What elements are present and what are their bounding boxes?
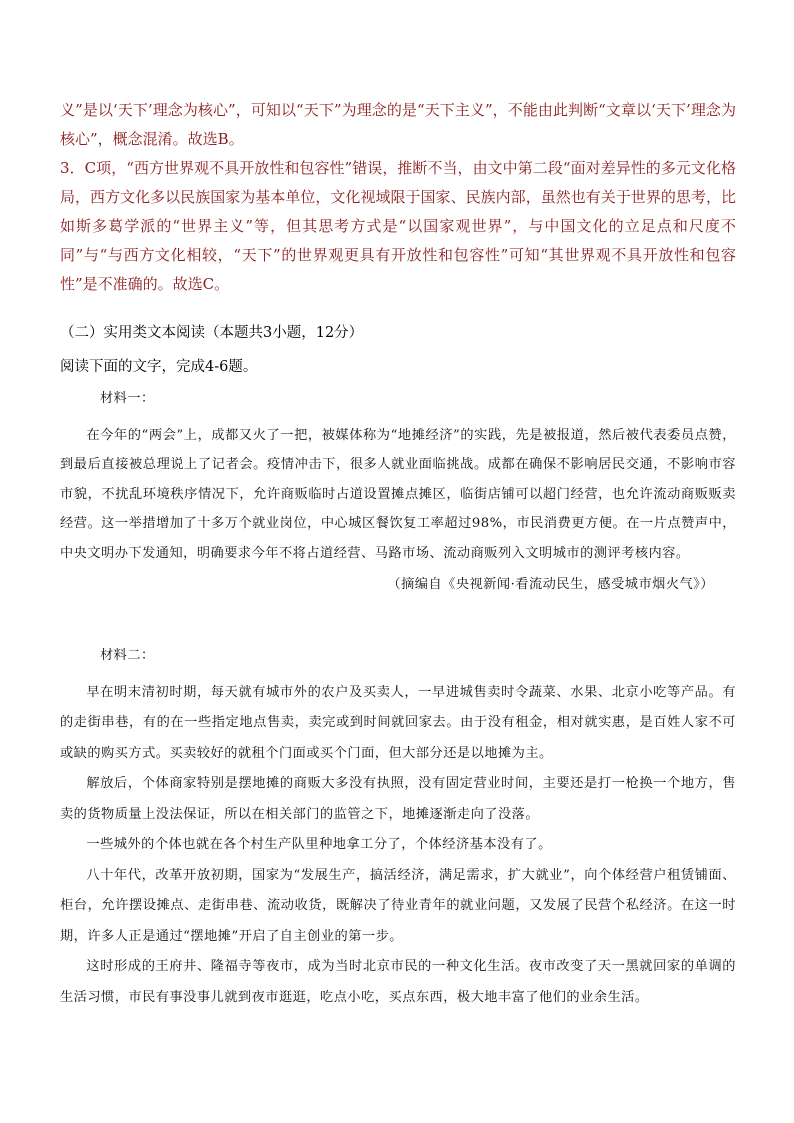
material-2-paragraph: 这时形成的王府井、隆福寺等夜市，成为当时北京市民的一种文化生活。夜市改变了天一黑就回家的单调的生活习惯，市民有事没事儿就到夜市逛逛，吃点小吃，买点东西，极大地丰富了他们的业余生活。 xyxy=(60,959,736,1005)
material-2-paragraph: 早在明末清初时期，每天就有城市外的农户及买卖人，一早进城售卖时令蔬菜、水果、北京小吃等产品。有的走街串巷，有的在一些指定地点售卖，卖完或到时间就回家去。由于没有租金，相对就实惠，是百姓人家不可或缺的购买方式。买卖较好的就租个门面或买个门面，但大部分还是以地摊为主。 xyxy=(60,684,736,761)
material-1 xyxy=(60,384,736,600)
material-2 xyxy=(60,641,736,1013)
answer-explanation xyxy=(60,96,736,299)
section-title: （二）实用类文本阅读（本题共3小题，12分） xyxy=(60,325,364,341)
material-1-body: 在今年的“两会”上，成都又火了一把，被媒体称为“地摊经济”的实践，先是被报道，然后被代表委员点赞，到最后直接被总理说上了记者会。疫情冲击下，很多人就业面临挑战。成都在确保不影响居民交通，不影响市容市貌，不扰乱环境秩序情况下，允许商贩临时占道设置摊点摊区，临街店铺可以超门经营，也允许流动商贩贩卖经营。这一举措增加了十多万个就业岗位，中心城区餐饮复工率超过98%，市民消费更方便。在一片点赞声中，中央文明办下发通知，明确要求今年不将占道经营、马路市场、流动商贩列入文明城市的测评考核内容。 xyxy=(60,427,736,561)
material-2-paragraph: 八十年代，改革开放初期，国家为“发展生产，搞活经济，满足需求，扩大就业”，向个体经营户租赁铺面、柜台，允许摆设摊点、走街串巷、流动收货，既解决了待业青年的就业问题，又发展了民营个私经济。在这一时期，许多人正是通过“摆地摊”开启了自主创业的第一步。 xyxy=(60,867,736,944)
material-2-paragraph: 一些城外的个体也就在各个村生产队里种地拿工分了，个体经济基本没有了。 xyxy=(86,837,552,852)
section-instruction: 阅读下面的文字，完成4-6题。 xyxy=(60,359,258,375)
section-heading xyxy=(60,322,736,378)
material-1-source: （摘编自《央视新闻·看流动民生，感受城市烟火气》） xyxy=(387,577,714,592)
material-2-paragraph: 解放后，个体商家特别是摆地摊的商贩大多没有执照，没有固定营业时间，主要还是打一枪换一个地方，售卖的货物质量上没法保证，所以在相关部门的监管之下，地摊逐渐走向了没落。 xyxy=(60,776,736,822)
answer-2-conclusion: 义”是以‘天下’理念为核心”，可知以“天下”为理念的是“天下主义”，不能由此判断“文章以‘天下’理念为核心”，概念混淆。故选B。 xyxy=(60,101,736,148)
material-1-label: 材料一： xyxy=(100,391,155,406)
answer-3-explanation: 3．C项，“西方世界观不具开放性和包容性”错误，推断不当，由文中第二段“面对差异性的多元文化格局，西方文化多以民族国家为基本单位，文化视域限于国家、民族内部，虽然也有关于世界的思考，比如斯多葛学派的“世界主义”等，但其思考方式是“以国家观世界”，与中国文化的立足点和尺度不同”与“与西方文化相较，“天下”的世界观更具有开放性和包容性”可知“其世界观不具开放性和包容性”是不准确的。故选C。 xyxy=(60,159,736,293)
material-2-label: 材料二： xyxy=(100,648,155,663)
